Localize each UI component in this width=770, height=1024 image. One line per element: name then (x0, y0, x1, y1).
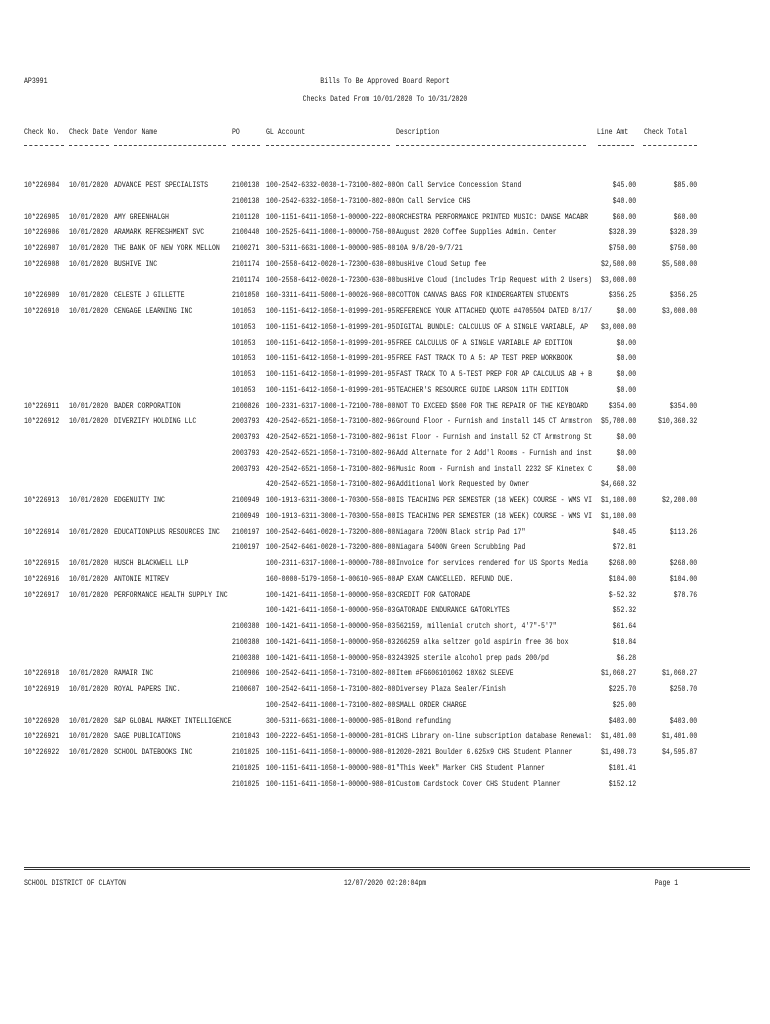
gl-account: 100-1421-6411-1050-1-00000-950-03 (266, 652, 396, 663)
line-amount: $0.00 (616, 432, 636, 442)
line-amount: $403.00 (608, 715, 636, 726)
description: On Call Service CHS (396, 195, 471, 206)
gl-account: 300-5311-6631-1000-1-00000-985-01 (266, 715, 396, 726)
po-number: 2100197 (232, 542, 260, 553)
check-total: $113.26 (669, 526, 697, 537)
description: Add Alternate for 2 Add'l Rooms - Furnish and inst (396, 447, 593, 458)
check-number: 10*226906 (24, 227, 60, 238)
check-date: 10/01/2020 (69, 558, 109, 568)
po-number: 2101025 (232, 762, 260, 773)
check-number: 10*226921 (24, 731, 60, 742)
po-number: 101053 (232, 384, 256, 395)
header-check-total: Check Total (644, 127, 688, 137)
check-total: $328.39 (669, 227, 697, 238)
vendor-name: HUSCH BLACKWELL LLP (114, 558, 189, 568)
check-number: 10*226913 (24, 495, 60, 505)
check-total: $1,401.00 (661, 731, 697, 742)
check-number: 10*226905 (24, 211, 60, 222)
gl-account: 300-5311-6631-1000-1-00000-985-00 (266, 243, 396, 253)
check-number: 10*226909 (24, 290, 60, 301)
description: REFERENCE YOUR ATTACHED QUOTE #4705504 DATED 8/17/ (396, 306, 593, 316)
gl-account: 100-2558-6412-0020-1-72300-630-00 (266, 258, 396, 269)
vendor-name: DIVERZIFY HOLDING LLC (114, 416, 197, 427)
po-number: 2100197 (232, 526, 260, 537)
description: FAST TRACK TO A 5-TEST PREP FOR AP CALCULUS AB + B (396, 369, 593, 379)
gl-account: 100-1421-6411-1050-1-00000-950-03 (266, 605, 396, 616)
header-vendor: Vendor Name (114, 127, 158, 137)
line-amount: $61.64 (612, 621, 636, 631)
footer-district: SCHOOL DISTRICT OF CLAYTON (24, 878, 126, 888)
vendor-name: ROYAL PAPERS INC. (114, 684, 181, 694)
line-amount: $4,660.32 (600, 479, 636, 490)
gl-account: 100-1151-6412-1050-1-01999-201-95 (266, 369, 396, 379)
gl-account: 160-3311-6411-5000-1-00026-960-00 (266, 290, 396, 301)
po-number: 2100949 (232, 495, 260, 505)
check-number: 10*226915 (24, 558, 60, 568)
check-date: 10/01/2020 (69, 495, 109, 505)
vendor-name: SAGE PUBLICATIONS (114, 731, 181, 742)
po-number: 2100440 (232, 227, 260, 238)
description: CREDIT FOR GATORADE (396, 589, 471, 600)
check-date: 10/01/2020 (69, 684, 109, 694)
po-number: 2100906 (232, 668, 260, 679)
line-amount: $10.84 (612, 636, 636, 647)
check-total: $4,595.87 (661, 747, 697, 757)
check-date: 10/01/2020 (69, 400, 109, 411)
header-po: PO (232, 127, 240, 137)
line-amount: $0.00 (616, 447, 636, 458)
check-date: 10/01/2020 (69, 306, 109, 316)
gl-account: 100-2542-6411-1050-1-73100-802-00 (266, 668, 396, 679)
gl-account: 100-2311-6317-1000-1-00000-780-00 (266, 558, 396, 568)
description: IS TEACHING PER SEMESTER (18 WEEK) COURSE - WMS VI (396, 495, 593, 505)
check-date: 10/01/2020 (69, 180, 109, 190)
gl-account: 100-1421-6411-1050-1-00000-950-03 (266, 589, 396, 600)
check-number: 10*226916 (24, 573, 60, 584)
gl-account: 100-1151-6411-1050-1-00000-980-01 (266, 778, 396, 789)
po-number: 101053 (232, 369, 256, 379)
line-amount: $0.00 (616, 306, 636, 316)
line-amount: $328.39 (608, 227, 636, 238)
description: Invoice for services rendered for US Sports Media (396, 558, 589, 568)
gl-account: 100-2542-6332-1050-1-73100-802-00 (266, 195, 396, 206)
po-number: 2100138 (232, 180, 260, 190)
gl-account: 100-2542-6461-0020-1-73200-800-00 (266, 542, 396, 553)
description: FREE FAST TRACK TO A 5: AP TEST PREP WORKBOOK (396, 353, 573, 364)
line-amount: $354.00 (608, 400, 636, 411)
report-title: Bills To Be Approved Board Report (320, 76, 450, 86)
po-number: 2100380 (232, 621, 260, 631)
check-total: $2,200.00 (661, 495, 697, 505)
po-number: 2101174 (232, 258, 260, 269)
description: 1st Floor - Furnish and install 52 CT Armstrong St (396, 432, 593, 442)
check-date: 10/01/2020 (69, 589, 109, 600)
check-total: $268.00 (669, 558, 697, 568)
check-number: 10*226917 (24, 589, 60, 600)
gl-account: 100-1151-6411-1050-1-00000-222-00 (266, 211, 396, 222)
check-date: 10/01/2020 (69, 731, 109, 742)
description: SMALL ORDER CHARGE (396, 699, 467, 710)
gl-account: 420-2542-6521-1050-1-73100-802-96 (266, 432, 396, 442)
description: FREE CALCULUS OF A SINGLE VARIABLE AP EDITION (396, 337, 573, 348)
gl-account: 100-1151-6412-1050-1-01999-201-95 (266, 353, 396, 364)
check-date: 10/01/2020 (69, 416, 109, 427)
description: busHive Cloud Setup fee (396, 258, 487, 269)
check-number: 10*226908 (24, 258, 60, 269)
check-number: 10*226922 (24, 747, 60, 757)
check-number: 10*226919 (24, 684, 60, 694)
po-number: 2003793 (232, 447, 260, 458)
po-number: 2101120 (232, 211, 260, 222)
description: busHive Cloud (includes Trip Request with 2 Users) (396, 274, 593, 285)
check-date: 10/01/2020 (69, 715, 109, 726)
line-amount: $1,490.73 (600, 747, 636, 757)
description: GATORADE ENDURANCE GATORLYTES (396, 605, 510, 616)
gl-account: 100-2542-6411-1000-1-73100-802-00 (266, 699, 396, 710)
line-amount: $0.00 (616, 353, 636, 364)
description: Ground Floor - Furnish and install 145 CT Armstron (396, 416, 593, 427)
po-number: 2100949 (232, 510, 260, 521)
gl-account: 100-1151-6412-1050-1-01999-201-95 (266, 321, 396, 332)
check-date: 10/01/2020 (69, 211, 109, 222)
check-total: $354.00 (669, 400, 697, 411)
line-amount: $356.25 (608, 290, 636, 301)
description: ORCHESTRA PERFORMANCE PRINTED MUSIC: DANSE MACABR (396, 211, 589, 222)
check-date: 10/01/2020 (69, 526, 109, 537)
header-description: Description (396, 127, 440, 137)
po-number: 2100380 (232, 636, 260, 647)
line-amount: $0.00 (616, 369, 636, 379)
check-total: $250.70 (669, 684, 697, 694)
po-number: 2101025 (232, 747, 260, 757)
vendor-name: AMY GREENHALGH (114, 211, 169, 222)
check-total: $10,360.32 (657, 416, 697, 427)
gl-account: 100-1151-6411-1050-1-00000-980-01 (266, 747, 396, 757)
description: "This Week" Marker CHS Student Planner (396, 762, 545, 773)
gl-account: 100-2222-6451-1050-1-00000-281-01 (266, 731, 396, 742)
line-amount: $25.00 (612, 699, 636, 710)
po-number: 101053 (232, 306, 256, 316)
description: IS TEACHING PER SEMESTER (18 WEEK) COURSE - WMS VI (396, 510, 593, 521)
check-number: 10*226910 (24, 306, 60, 316)
description: TEACHER'S RESOURCE GUIDE LARSON 11TH EDITION (396, 384, 569, 395)
line-amount: $-52.32 (608, 589, 636, 600)
check-date: 10/01/2020 (69, 747, 109, 757)
po-number: 2100138 (232, 195, 260, 206)
line-amount: $2,500.00 (600, 258, 636, 269)
check-number: 10*226904 (24, 180, 60, 190)
po-number: 2101043 (232, 731, 260, 742)
po-number: 101053 (232, 353, 256, 364)
check-total: $403.00 (669, 715, 697, 726)
line-amount: $104.00 (608, 573, 636, 584)
check-number: 10*226912 (24, 416, 60, 427)
check-total: $3,000.00 (661, 306, 697, 316)
header-check-date: Check Date (69, 127, 109, 137)
line-amount: $268.00 (608, 558, 636, 568)
vendor-name: BUSHIVE INC (114, 258, 158, 269)
po-number: 101053 (232, 337, 256, 348)
gl-account: 100-1421-6411-1050-1-00000-950-03 (266, 636, 396, 647)
check-number: 10*226914 (24, 526, 60, 537)
gl-account: 420-2542-6521-1050-1-73100-802-96 (266, 463, 396, 474)
gl-account: 160-0000-5179-1050-1-00610-965-00 (266, 573, 396, 584)
description: Additional Work Requested by Owner (396, 479, 530, 490)
footer-rule-double (24, 869, 750, 870)
check-number: 10*226918 (24, 668, 60, 679)
gl-account: 100-2542-6461-0020-1-73200-800-00 (266, 526, 396, 537)
vendor-name: ARAMARK REFRESHMENT SVC (114, 227, 205, 238)
vendor-name: PERFORMANCE HEALTH SUPPLY INC (114, 589, 228, 600)
po-number: 2101174 (232, 274, 260, 285)
header-check-no: Check No. (24, 127, 60, 137)
po-number: 2003793 (232, 416, 260, 427)
line-amount: $45.00 (612, 180, 636, 190)
footer-rule (24, 867, 750, 868)
line-amount: $40.45 (612, 526, 636, 537)
vendor-name: ADVANCE PEST SPECIALISTS (114, 180, 209, 190)
gl-account: 420-2542-6521-1050-1-73100-802-96 (266, 447, 396, 458)
check-date: 10/01/2020 (69, 227, 109, 238)
header-line-amt: Line Amt (596, 127, 628, 137)
check-date: 10/01/2020 (69, 668, 109, 679)
footer-page: Page 1 (654, 878, 678, 888)
description: On Call Service Concession Stand (396, 180, 522, 190)
report-subtitle: Checks Dated From 10/01/2020 To 10/31/2020 (302, 94, 468, 104)
gl-account: 100-2331-6317-1000-1-72100-780-00 (266, 400, 396, 411)
po-number: 2101025 (232, 778, 260, 789)
po-number: 101053 (232, 321, 256, 332)
vendor-name: S&P GLOBAL MARKET INTELLIGENCE (114, 715, 232, 726)
report-code: AP3991 (24, 76, 48, 86)
description: August 2020 Coffee Supplies Admin. Center (396, 227, 557, 238)
line-amount: $1,401.00 (600, 731, 636, 742)
po-number: 2003793 (232, 432, 260, 442)
description: DIGITAL BUNDLE: CALCULUS OF A SINGLE VARIABLE, AP (396, 321, 589, 332)
check-date: 10/01/2020 (69, 243, 109, 253)
description: 10A 9/8/20-9/7/21 (396, 243, 463, 253)
check-total: $356.25 (669, 290, 697, 301)
description: CHS Library on-line subscription database Renewal: (396, 731, 593, 742)
line-amount: $60.00 (612, 211, 636, 222)
check-date: 10/01/2020 (69, 258, 109, 269)
gl-account: 100-2558-6412-0020-1-72300-630-00 (266, 274, 396, 285)
description: Music Room - Furnish and install 2232 SF Kinetex C (396, 463, 593, 474)
line-amount: $1,100.00 (600, 510, 636, 521)
line-amount: $1,100.00 (600, 495, 636, 505)
description: NOT TO EXCEED $500 FOR THE REPAIR OF THE KEYBOARD (396, 400, 589, 411)
description: Niagara 5400N Green Scrubbing Pad (396, 542, 526, 553)
gl-account: 100-1421-6411-1050-1-00000-950-03 (266, 621, 396, 631)
description: Diversey Plaza Sealer/Finish (396, 684, 506, 694)
footer-printed: 12/07/2020 02:20:04pm (343, 878, 427, 888)
description: Niagara 7200N Black strip Pad 17" (396, 526, 526, 537)
po-number: 2003793 (232, 463, 260, 474)
gl-account: 100-2542-6332-0030-1-73100-802-00 (266, 180, 396, 190)
check-number: 10*226920 (24, 715, 60, 726)
check-number: 10*226907 (24, 243, 60, 253)
gl-account: 100-1151-6412-1050-1-01999-201-95 (266, 306, 396, 316)
line-amount: $152.12 (608, 778, 636, 789)
gl-account: 420-2542-6521-1050-1-73100-802-96 (266, 416, 396, 427)
line-amount: $0.00 (616, 337, 636, 348)
line-amount: $3,000.00 (600, 321, 636, 332)
check-total: $85.00 (673, 180, 697, 190)
gl-account: 420-2542-6521-1050-1-73100-802-96 (266, 479, 396, 490)
description: Item #FG606101062 10X62 SLEEVE (396, 668, 514, 679)
gl-account: 100-1151-6412-1050-1-01999-201-95 (266, 337, 396, 348)
po-number: 2100607 (232, 684, 260, 694)
line-amount: $72.81 (612, 542, 636, 553)
vendor-name: CELESTE J GILLETTE (114, 290, 185, 301)
description: COTTON CANVAS BAGS FOR KINDERGARTEN STUDENTS (396, 290, 569, 301)
gl-account: 100-1913-6311-3000-1-70300-558-00 (266, 510, 396, 521)
check-date: 10/01/2020 (69, 290, 109, 301)
line-amount: $750.00 (608, 243, 636, 253)
line-amount: $101.41 (608, 762, 636, 773)
gl-account: 100-2525-6411-1000-1-00000-750-00 (266, 227, 396, 238)
vendor-name: SCHOOL DATEBOOKS INC (114, 747, 193, 757)
check-total: $60.00 (673, 211, 697, 222)
gl-account: 100-1913-6311-3000-1-70300-558-00 (266, 495, 396, 505)
vendor-name: EDGENUITY INC (114, 495, 165, 505)
description: Bond refunding (396, 715, 451, 726)
check-total: $1,060.27 (661, 668, 697, 679)
line-amount: $6.28 (616, 652, 636, 663)
po-number: 2101050 (232, 290, 260, 301)
check-total: $104.00 (669, 573, 697, 584)
line-amount: $225.70 (608, 684, 636, 694)
vendor-name: BADER CORPORATION (114, 400, 181, 411)
gl-account: 100-2542-6411-1050-1-73100-802-00 (266, 684, 396, 694)
header-gl-account: GL Account (266, 127, 306, 137)
po-number: 2100271 (232, 243, 260, 253)
gl-account: 100-1151-6412-1050-1-01999-201-95 (266, 384, 396, 395)
line-amount: $52.32 (612, 605, 636, 616)
description: 2020-2021 Boulder 6.625x9 CHS Student Planner (396, 747, 573, 757)
description: Custom Cardstock Cover CHS Student Planner (396, 778, 561, 789)
description: 266259 alka seltzer gold aspirin free 36 box (396, 636, 569, 647)
line-amount: $3,000.00 (600, 274, 636, 285)
vendor-name: EDUCATIONPLUS RESOURCES INC (114, 526, 220, 537)
check-total: $750.00 (669, 243, 697, 253)
vendor-name: ANTONIE MITREV (114, 573, 169, 584)
vendor-name: RAMAIR INC (114, 668, 154, 679)
check-date: 10/01/2020 (69, 573, 109, 584)
description: 243925 sterile alcohol prep pads 200/pd (396, 652, 549, 663)
po-number: 2100826 (232, 400, 260, 411)
check-total: $5,500.00 (661, 258, 697, 269)
line-amount: $40.00 (612, 195, 636, 206)
po-number: 2100380 (232, 652, 260, 663)
vendor-name: THE BANK OF NEW YORK MELLON (114, 243, 220, 253)
check-number: 10*226911 (24, 400, 60, 411)
line-amount: $0.00 (616, 384, 636, 395)
line-amount: $0.00 (616, 463, 636, 474)
gl-account: 100-1151-6411-1050-1-00000-980-01 (266, 762, 396, 773)
line-amount: $5,700.00 (600, 416, 636, 427)
line-amount: $1,060.27 (600, 668, 636, 679)
description: AP EXAM CANCELLED. REFUND DUE. (396, 573, 514, 584)
vendor-name: CENGAGE LEARNING INC (114, 306, 193, 316)
description: 562159, millenial crutch short, 4'7"-5'7" (396, 621, 557, 631)
check-total: $78.76 (673, 589, 697, 600)
